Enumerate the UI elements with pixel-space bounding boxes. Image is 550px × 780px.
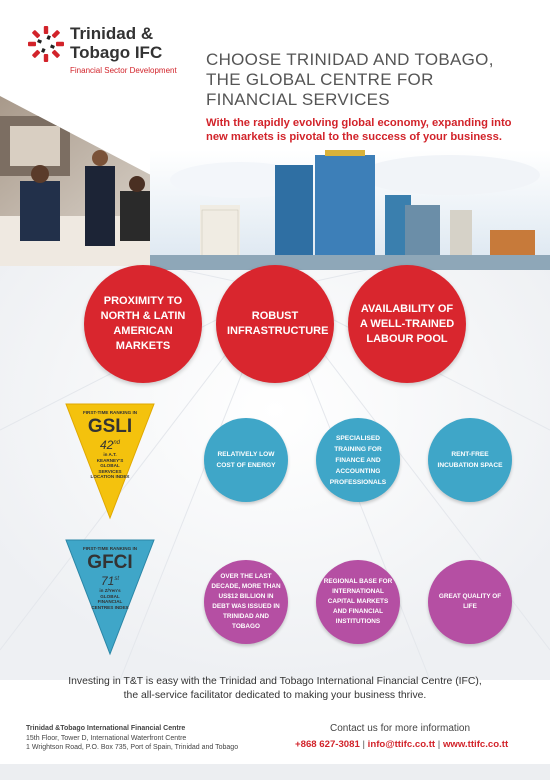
- benefit-incubation-label: RENT-FREE INCUBATION SPACE: [437, 451, 503, 469]
- benefit-debt-issued: [204, 560, 288, 644]
- invest-statement: [50, 675, 500, 703]
- page-subhead: With the rapidly evolving global economy, expanding into new markets is pivotal to the success of your business.: [206, 117, 512, 143]
- contact-phone[interactable]: +868 627-3081: [295, 739, 360, 750]
- gfci-description: in Z/Yen's GLOBAL FINANCIAL CENTRES INDEX: [91, 588, 129, 610]
- pillar-proximity-label: PROXIMITY TO NORTH & LATIN AMERICAN MARKETS: [100, 295, 186, 352]
- gfci-first-time: FIRST-TIME RANKING IN: [82, 546, 138, 551]
- footer-band: [0, 764, 550, 780]
- pillar-labour-pool-label: AVAILABILITY OF A WELL-TRAINED LABOUR POOL: [359, 302, 455, 345]
- benefit-training: [316, 418, 400, 502]
- gsli-index: GSLI: [87, 416, 133, 437]
- gfci-index: GFCI: [87, 552, 133, 573]
- brand-name-line1: Trinidad &: [70, 24, 154, 43]
- contact-email-link[interactable]: info@ttifc.co.tt: [367, 739, 436, 750]
- benefit-debt-issued-label: OVER THE LAST DECADE, MORE THAN US$12 BILLION IN DEBT WAS ISSUED IN TRINIDAD AND TOBAGO: [211, 573, 281, 630]
- brand-name: [70, 24, 162, 62]
- gsli-rank: 42nd: [99, 438, 121, 452]
- gsli-first-time: FIRST-TIME RANKING IN: [82, 410, 138, 415]
- invest-line1: Investing in T&T is easy with the Trinidad and Tobago International Financial Centre (IFC),: [68, 676, 482, 687]
- benefit-energy-cost-label: RELATIVELY LOW COST OF ENERGY: [216, 451, 276, 469]
- benefit-quality-of-life: [428, 560, 512, 644]
- pillar-infrastructure: [216, 265, 334, 383]
- gfci-ranking: [80, 546, 140, 610]
- gsli-ranking: [80, 410, 140, 480]
- pillar-labour-pool: [348, 265, 466, 383]
- skyline-photo: [150, 150, 550, 270]
- benefit-energy-cost: [204, 418, 288, 502]
- footer-address-line2: 1 Wrightson Road, P.O. Box 735, Port of Spain, Trinidad and Tobago: [26, 744, 239, 751]
- invest-line2: the all-service facilitator dedicated to making your business thrive.: [123, 690, 427, 701]
- footer-address-line1: 15th Floor, Tower D, International Waterfront Centre: [26, 734, 187, 742]
- brand-tagline: Financial Sector Development: [70, 66, 177, 75]
- footer-org: Trinidad &Tobago International Financial Centre: [26, 725, 186, 732]
- contact-title: Contact us for more information: [330, 723, 471, 734]
- brand-name-line2: Tobago IFC: [70, 43, 163, 62]
- benefit-quality-of-life-label: GREAT QUALITY OF LIFE: [438, 593, 502, 610]
- benefit-regional-base: [316, 560, 400, 644]
- contact-details: [295, 739, 508, 750]
- ttifc-logo-icon: [26, 24, 66, 64]
- benefit-regional-base-label: REGIONAL BASE FOR INTERNATIONAL CAPITAL MARKETS AND FINANCIAL INSTITUTIONS: [323, 578, 393, 625]
- pillar-proximity: [84, 265, 202, 383]
- benefit-incubation: [428, 418, 512, 502]
- contact-website-link[interactable]: www.ttifc.co.tt: [442, 739, 509, 750]
- benefit-training-label: SPECIALISED TRAINING FOR FINANCE AND ACCOUNTING PROFESSIONALS: [329, 434, 387, 486]
- contact-separator: |: [437, 739, 441, 750]
- page-headline: CHOOSE TRINIDAD AND TOBAGO, THE GLOBAL CENTRE FOR FINANCIAL SERVICES: [206, 50, 494, 109]
- footer-address: [26, 724, 238, 753]
- pillar-infrastructure-label: ROBUST INFRASTRUCTURE: [227, 310, 329, 337]
- contact-separator: |: [362, 739, 365, 750]
- gfci-rank: 71st: [100, 574, 120, 588]
- gsli-description: in A.T. KEARNEY'S GLOBAL SERVICES LOCATION INDEX: [90, 452, 130, 480]
